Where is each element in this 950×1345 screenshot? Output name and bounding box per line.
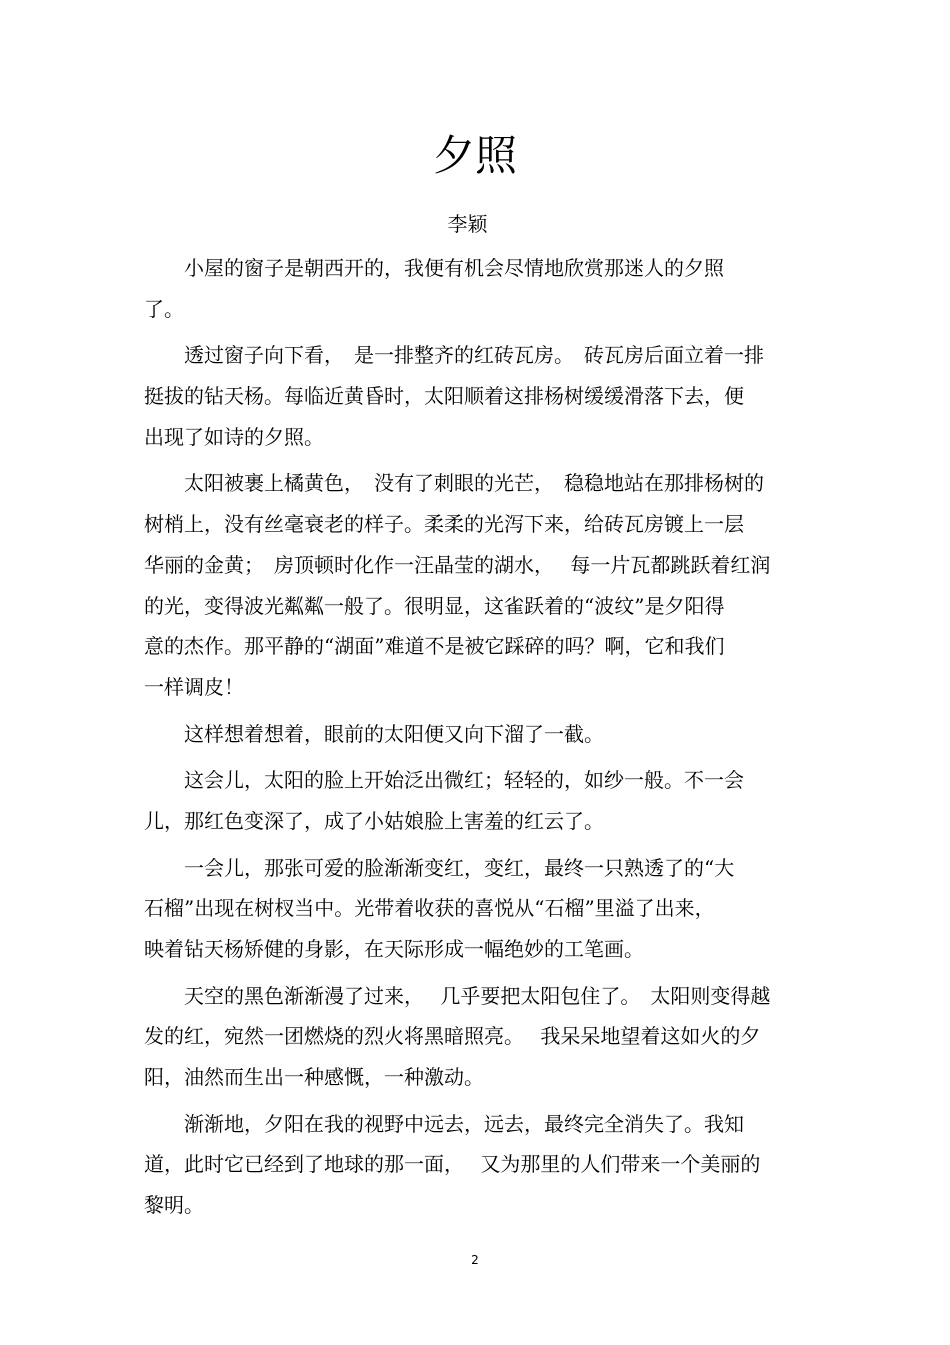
text-line: 华丽的金黄； 房顶顿时化作一汪晶莹的湖水， 每一片瓦都跳跃着红润	[144, 552, 771, 577]
text-line: 太阳被裹上橘黄色， 没有了刺眼的光芒， 稳稳地站在那排杨树的	[144, 471, 764, 496]
paragraph	[144, 248, 809, 329]
text-line: 天空的黑色渐渐漫了过来， 几乎要把太阳包住了。 太阳则变得越	[144, 983, 771, 1008]
text-line: 映着钻天杨矫健的身影，在天际形成一幅绝妙的工笔画。	[144, 937, 644, 961]
text-line: 阳，油然而生出一种感慨，一种激动。	[144, 1065, 484, 1090]
text-line: 树梢上，没有丝毫衰老的样子。柔柔的光泻下来，给砖瓦房镀上一层	[144, 512, 744, 537]
text-line: 小屋的窗子是朝西开的，我便有机会尽情地欣赏那迷人的夕照	[144, 256, 724, 280]
text-line: 渐渐地，夕阳在我的视野中远去，远去，最终完全消失了。我知	[144, 1111, 744, 1136]
text-line: 了。	[144, 296, 184, 321]
paragraph	[144, 1104, 809, 1226]
author-name: 李颖	[447, 212, 488, 236]
article-body	[144, 248, 809, 1232]
text-line: 黎明。	[144, 1193, 204, 1218]
text-line: 一会儿，那张可爱的脸渐渐变红，变红，最终一只熟透了的“大	[144, 855, 735, 880]
text-line: 意的杰作。那平静的“湖面”难道不是被它踩碎的吗？啊，它和我们	[144, 634, 725, 659]
text-line: 发的红，宛然一团燃烧的烈火将黑暗照亮。 我呆呆地望着这如火的夕	[144, 1024, 761, 1049]
paragraph	[144, 976, 809, 1098]
text-line: 道，此时它已经到了地球的那一面， 又为那里的人们带来一个美丽的	[144, 1152, 761, 1177]
paragraph	[144, 335, 809, 457]
paragraph	[144, 848, 809, 970]
text-line: 石榴”出现在树杈当中。光带着收获的喜悦从“石榴”里溢了出来，	[144, 896, 715, 921]
text-line: 挺拔的钻天杨。每临近黄昏时，太阳顺着这排杨树缓缓滑落下去，便	[144, 384, 744, 409]
paragraph	[144, 760, 809, 841]
text-line: 这会儿，太阳的脸上开始泛出微红；轻轻的，如纱一般。不一会	[144, 768, 744, 793]
paragraph	[144, 714, 809, 755]
text-line: 这样想着想着，眼前的太阳便又向下溜了一截。	[144, 721, 604, 746]
text-line: 的光，变得波光粼粼一般了。很明显，这雀跃着的“波纹”是夕阳得	[144, 593, 725, 618]
text-line: 儿，那红色变深了，成了小姑娘脸上害羞的红云了。	[144, 808, 604, 833]
text-line: 出现了如诗的夕照。	[144, 424, 324, 449]
paragraph	[144, 463, 809, 707]
page-number: 2	[471, 1253, 479, 1267]
page-title: 夕照	[432, 131, 517, 180]
text-line: 一样调皮！	[144, 674, 244, 699]
text-line: 透过窗子向下看， 是一排整齐的红砖瓦房。 砖瓦房后面立着一排	[144, 343, 764, 368]
